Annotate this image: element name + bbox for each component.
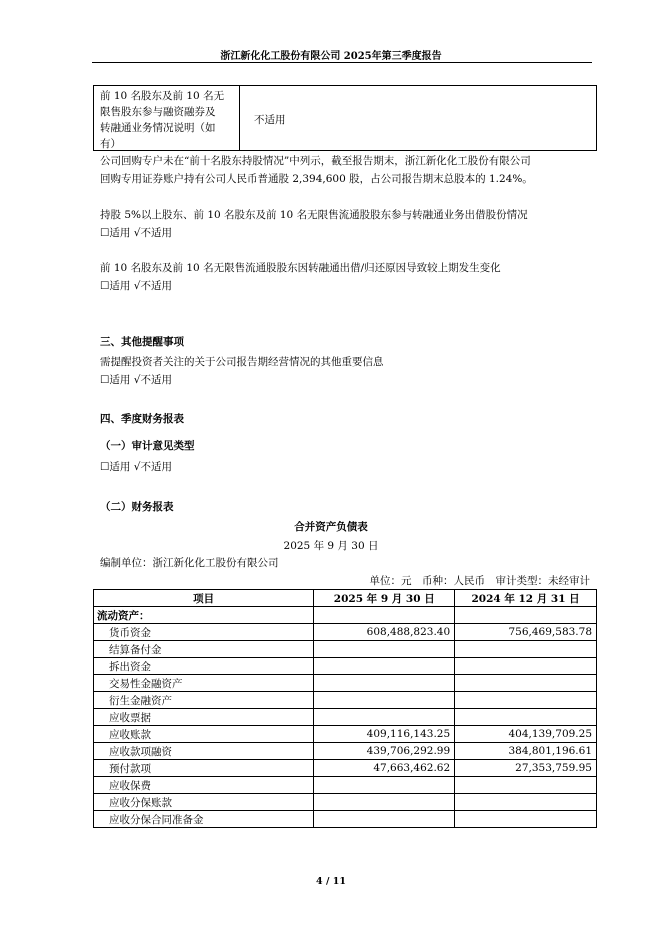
note-label-line: 有） [100, 138, 121, 150]
row-prior [455, 658, 597, 675]
table-row [94, 607, 597, 624]
column-header: 2025 年 9 月 30 日 [314, 590, 455, 607]
row-prior [455, 794, 597, 811]
audit-opinion-option: ☐适用 √不适用 [100, 461, 172, 473]
page-header-title: 浙江新化化工股份有限公司 2025年第三季度报告 [220, 51, 442, 62]
row-item: 衍生金融资产 [94, 692, 314, 709]
shareholder-note-table [93, 85, 597, 151]
row-current: 439,706,292.99 [314, 743, 455, 760]
note-value-cell: 不适用 [254, 114, 286, 126]
change-title: 前 10 名股东及前 10 名无限售流通股股东因转融通出借/归还原因导致较上期发生变化 [100, 262, 501, 274]
row-item: 应收票据 [94, 709, 314, 726]
table-cell [314, 607, 455, 624]
row-current [314, 658, 455, 675]
section-label: 流动资产： [94, 607, 314, 624]
section3-heading: 三、其他提醒事项 [100, 336, 184, 348]
table-row [94, 777, 597, 794]
table-row [94, 811, 597, 828]
row-prior [455, 709, 597, 726]
table-header-row [94, 590, 597, 607]
note-label-cell [94, 86, 240, 150]
header-rule [92, 62, 592, 63]
table-row [94, 675, 597, 692]
row-prior: 756,469,583.78 [455, 624, 597, 641]
row-prior [455, 692, 597, 709]
table-row [94, 624, 597, 641]
lending-option: ☐适用 √不适用 [100, 227, 172, 239]
table-row [94, 692, 597, 709]
table-row [94, 641, 597, 658]
row-prior: 384,801,196.61 [455, 743, 597, 760]
section3-text: 需提醒投资者关注的关于公司报告期经营情况的其他重要信息 [100, 356, 384, 368]
row-current [314, 811, 455, 828]
balance-sheet-table [93, 589, 597, 828]
units-info: 单位：元 币种：人民币 审计类型：未经审计 [369, 575, 590, 587]
row-item: 货币资金 [94, 624, 314, 641]
row-item: 交易性金融资产 [94, 675, 314, 692]
table-row [94, 743, 597, 760]
audit-opinion-heading: （一）审计意见类型 [100, 440, 195, 452]
row-current [314, 709, 455, 726]
row-current: 409,116,143.25 [314, 726, 455, 743]
table-row [94, 726, 597, 743]
financial-statements-heading: （二）财务报表 [100, 501, 174, 513]
row-item: 应收账款 [94, 726, 314, 743]
row-item: 应收分保账款 [94, 794, 314, 811]
row-prior: 404,139,709.25 [455, 726, 597, 743]
change-option: ☐适用 √不适用 [100, 280, 172, 292]
table-row [94, 760, 597, 777]
note-label-line: 转融通业务情况说明（如 [100, 122, 216, 134]
row-prior [455, 641, 597, 658]
row-item: 应收保费 [94, 777, 314, 794]
repurchase-line-2: 回购专用证券账户持有公司人民币普通股 2,394,600 股，占公司报告期末总股本的 1.24%。 [100, 173, 533, 185]
row-current [314, 692, 455, 709]
section4-heading: 四、季度财务报表 [100, 413, 184, 425]
row-prior [455, 675, 597, 692]
row-item: 结算备付金 [94, 641, 314, 658]
row-current [314, 641, 455, 658]
column-header: 2024 年 12 月 31 日 [455, 590, 597, 607]
note-label-line: 限售股东参与融资融券及 [100, 106, 216, 118]
row-item: 应收款项融资 [94, 743, 314, 760]
row-item: 应收分保合同准备金 [94, 811, 314, 828]
table-cell [455, 607, 597, 624]
row-current [314, 794, 455, 811]
row-prior [455, 777, 597, 794]
column-header: 项目 [94, 590, 314, 607]
lending-title: 持股 5%以上股东、前 10 名股东及前 10 名无限售流通股股东参与转融通业务出借股份情况 [100, 209, 528, 221]
row-item: 拆出资金 [94, 658, 314, 675]
row-current: 608,488,823.40 [314, 624, 455, 641]
row-item: 预付款项 [94, 760, 314, 777]
table-row [94, 709, 597, 726]
row-prior: 27,353,759.95 [455, 760, 597, 777]
compiler-unit: 编制单位：浙江新化化工股份有限公司 [100, 557, 279, 569]
row-current: 47,663,462.62 [314, 760, 455, 777]
row-current [314, 777, 455, 794]
repurchase-line-1: 公司回购专户未在“前十名股东持股情况”中列示，截至报告期末，浙江新化化工股份有限公司 [100, 155, 531, 167]
page-number: 4 / 11 [316, 876, 346, 887]
balance-sheet-title: 合并资产负债表 [294, 521, 368, 533]
section3-option: ☐适用 √不适用 [100, 374, 172, 386]
note-label-line: 前 10 名股东及前 10 名无 [100, 90, 225, 102]
table-row [94, 658, 597, 675]
balance-sheet-date: 2025 年 9 月 30 日 [283, 540, 379, 552]
table-row [94, 794, 597, 811]
row-current [314, 675, 455, 692]
row-prior [455, 811, 597, 828]
